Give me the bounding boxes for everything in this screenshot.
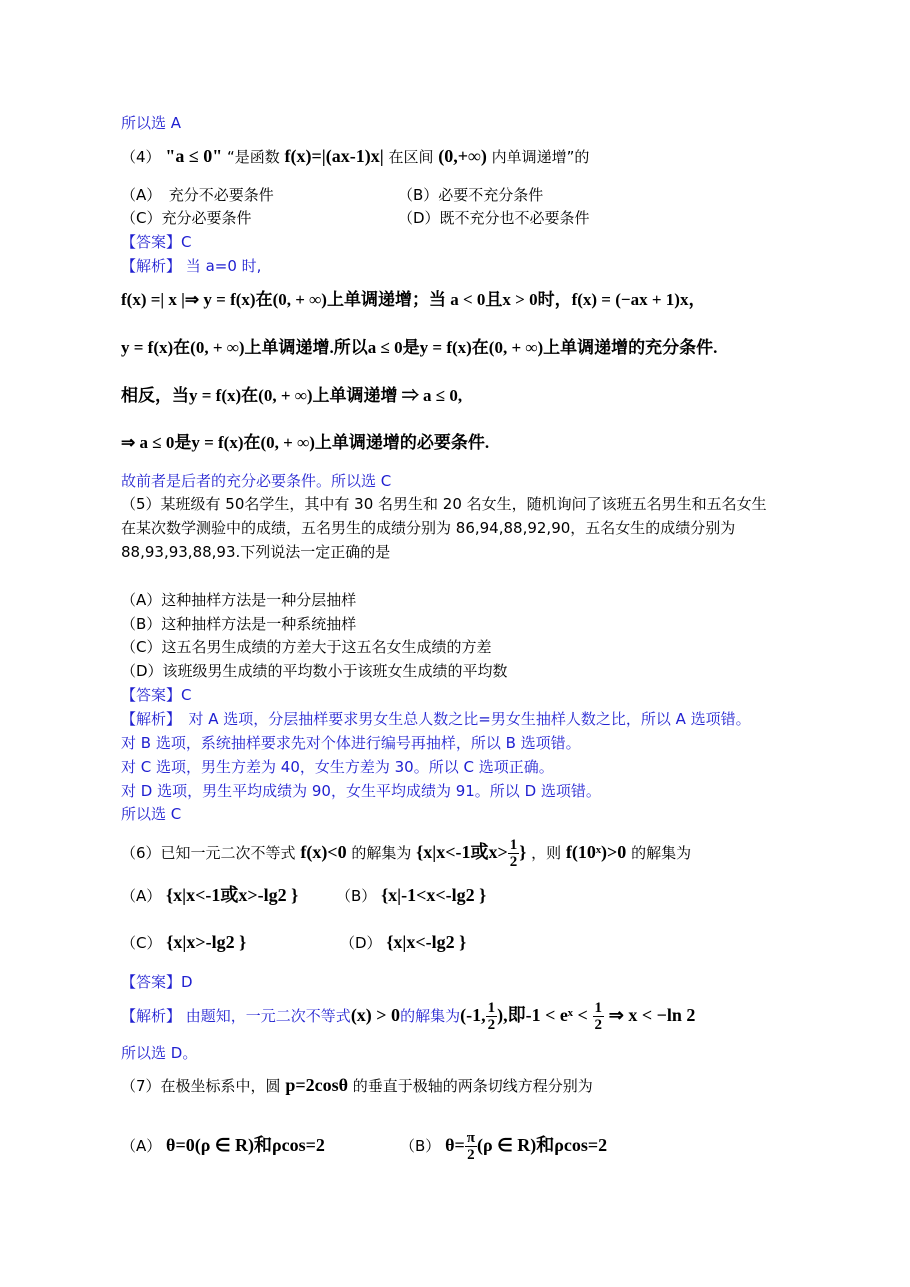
q6-option-b: （B） {x|-1<x<-lg2 } bbox=[336, 885, 487, 905]
q5-conclusion: 所以选 C bbox=[121, 805, 182, 823]
q6-option-d: （D） {x|x<-lg2 } bbox=[340, 932, 467, 952]
q6-fraction: $\frac{1}{2}$ bbox=[509, 837, 518, 870]
q4-math-line-1: f(x) =| x |⇒ y = f(x)在(0, + ∞)上单调递增；当 a < 0且x > 0时，f(x) = (−ax + 1)x， bbox=[121, 290, 706, 309]
q5-option-a: （A）这种抽样方法是一种分层抽样 bbox=[121, 591, 357, 609]
q5-option-b: （B）这种抽样方法是一种系统抽样 bbox=[121, 615, 357, 633]
q5-explanation-3: 对 C 选项，男生方差为 40，女生方差为 30。所以 C 选项正确。 bbox=[121, 758, 554, 776]
q4-math-line-4: ⇒ a ≤ 0是y = f(x)在(0, + ∞)上单调递增的必要条件. bbox=[121, 433, 490, 452]
q4-answer: 【答案】C bbox=[121, 233, 192, 251]
q5-explanation-4: 对 D 选项，男生平均成绩为 90，女生平均成绩为 91。所以 D 选项错。 bbox=[121, 782, 601, 800]
q6-stem: （6）已知一元二次不等式 f(x)<0 的解集为 {x|x<-1或x> $\frac{1}{2}$ } ，则 f(10ˣ)>0 的解集为 bbox=[121, 837, 692, 870]
q5-answer: 【答案】C bbox=[121, 686, 192, 704]
q6-option-c: （C） {x|x>-lg2 } bbox=[121, 932, 247, 952]
q6-transformed: f(10ˣ)>0 bbox=[565, 842, 627, 862]
q4-option-d: （D）既不充分也不必要条件 bbox=[398, 209, 590, 227]
q6-inequality: f(x)<0 bbox=[300, 842, 347, 862]
q5-explanation-2: 对 B 选项，系统抽样要求先对个体进行编号再抽样，所以 B 选项错。 bbox=[121, 734, 581, 752]
q4-option-a: （A） 充分不必要条件 bbox=[121, 186, 274, 204]
q5-option-d: （D）该班级男生成绩的平均数小于该班女生成绩的平均数 bbox=[121, 662, 508, 680]
q5-stem-2: 在某次数学测验中的成绩，五名男生的成绩分别为 86,94,88,92,90，五名女生的成绩分别为 bbox=[121, 519, 736, 537]
q4-conclusion: 故前者是后者的充分必要条件。所以选 C bbox=[121, 472, 392, 490]
q7-option-a: （A） θ=0(ρ ∈ R)和ρcos=2 bbox=[121, 1135, 325, 1155]
q7-stem: （7）在极坐标系中，圆 p=2cosθ 的垂直于极轴的两条切线方程分别为 bbox=[121, 1075, 593, 1095]
q4-stem: （4） "a ≤ 0" “是函数 f(x)=|(ax-1)x| 在区间 (0,+∞) 内单调递增”的 bbox=[121, 146, 590, 166]
q5-stem-1: （5）某班级有 50名学生，其中有 30 名男生和 20 名女生，随机询问了该班五名男生和五名女生 bbox=[121, 495, 767, 513]
q5-option-c: （C）这五名男生成绩的方差大于这五名女生成绩的方差 bbox=[121, 638, 492, 656]
q6-explanation: 【解析】 由题知，一元二次不等式(x) > 0的解集为(-1, $\frac{1}{2}$ ),即-1 < eˣ < $\frac{1}{2}$ ⇒ x < −ln 2 bbox=[121, 1000, 696, 1033]
q4-option-b: （B）必要不充分条件 bbox=[398, 186, 544, 204]
q6-answer: 【答案】D bbox=[121, 973, 193, 991]
q4-option-c: （C）充分必要条件 bbox=[121, 209, 252, 227]
q4-interval: (0,+∞) bbox=[438, 146, 487, 166]
q4-condition: "a ≤ 0" bbox=[165, 146, 223, 166]
q7-circle: p=2cosθ bbox=[285, 1075, 348, 1095]
q5-stem-3: 88,93,93,88,93.下列说法一定正确的是 bbox=[121, 543, 391, 561]
q4-function: f(x)=|(ax-1)x| bbox=[284, 146, 384, 166]
q4-explanation-head: 【解析】 当 a=0 时, bbox=[121, 257, 262, 275]
q6-option-a: （A） {x|x<-1或x>-lg2 } bbox=[121, 885, 299, 905]
q7-option-b: （B） θ= $\frac{\pi}{2}$ (ρ ∈ R)和ρcos=2 bbox=[400, 1130, 608, 1163]
q4-math-line-2: y = f(x)在(0, + ∞)上单调递增.所以a ≤ 0是y = f(x)在(0, + ∞)上单调递增的充分条件. bbox=[121, 338, 718, 357]
q4-math-line-3: 相反，当y = f(x)在(0, + ∞)上单调递增 ⇒ a ≤ 0, bbox=[121, 386, 463, 405]
prev-conclusion: 所以选 A bbox=[121, 114, 182, 132]
q5-explanation-1: 【解析】 对 A 选项，分层抽样要求男女生总人数之比=男女生抽样人数之比，所以 A 选项错。 bbox=[121, 710, 751, 728]
q6-conclusion: 所以选 D。 bbox=[121, 1044, 198, 1062]
